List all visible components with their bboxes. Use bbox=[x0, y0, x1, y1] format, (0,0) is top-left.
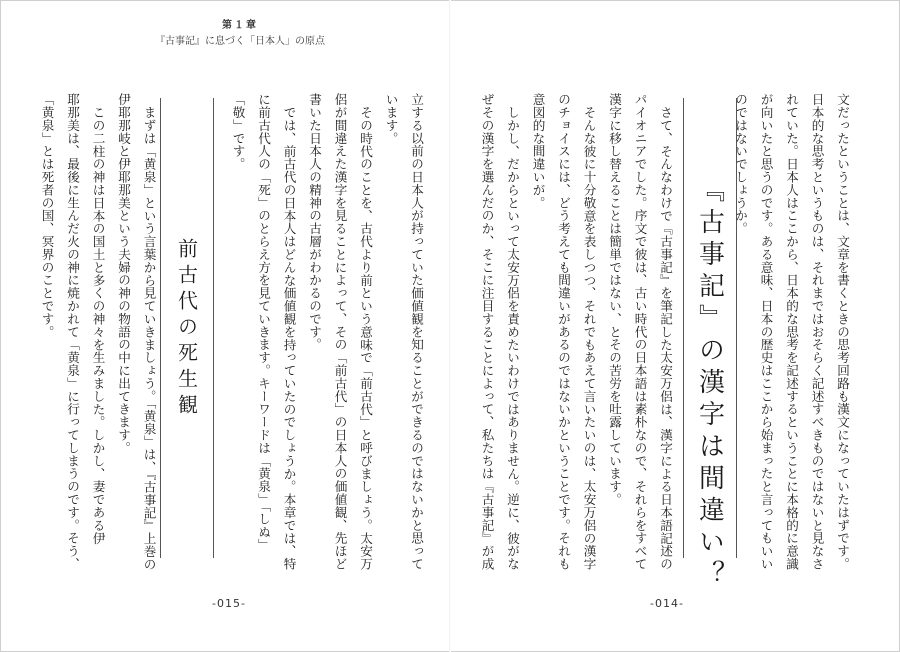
page-014-opening-paragraph bbox=[728, 93, 856, 571]
text-line: が向いたと思うのです。ある意味、日本の歴史はここから始まったと言ってもいい bbox=[758, 93, 774, 571]
text-line: ぜその漢字を選んだのか、そこに注目することによって、私たちは『古事記』が成 bbox=[479, 93, 495, 571]
text-line: 伊耶那岐と伊耶那美という夫婦の神の物語の中に出てきます。 bbox=[116, 93, 131, 455]
text-line: 侶が間違えた漢字を見ることによって、その「前古代」の日本人の価値観、先ほど bbox=[332, 93, 348, 571]
text-line: では、前古代の日本人はどんな価値観を持っていたのでしょうか。本章では、特 bbox=[281, 105, 297, 570]
text-line: 「敬」です。 bbox=[230, 93, 246, 171]
running-head-title: 『古事記』に息づく「日本人」の原点 bbox=[155, 36, 325, 47]
text-line: 「黄泉」とは死者の国、冥界のことです。 bbox=[39, 93, 55, 339]
running-head-chapter: 第１章 bbox=[222, 20, 258, 31]
text-line: さて、そんなわけで『古事記』を筆記した太安万侶は、漢字による日本語記述の bbox=[658, 105, 673, 570]
text-line: れていた。日本人はここから、日本的な思考を記述するということに本格的に意識 bbox=[784, 93, 799, 571]
text-line: のチョイスには、どう考えても間違いがあるのではないかということです。それも bbox=[556, 93, 571, 571]
text-line: しかし、だからといって太安万侶を責めたいわけではありません。逆に、彼がな bbox=[505, 105, 520, 570]
page-number-015: -015- bbox=[212, 597, 246, 610]
section-heading-kanji: 『古事記』の漢字は間違い？ bbox=[683, 98, 737, 558]
text-line: 意図的な間違いが。 bbox=[530, 93, 546, 210]
text-line: その時代のことを、古代より前という意味で「前古代」と呼びましょう。太安万 bbox=[358, 105, 373, 570]
text-line: います。 bbox=[383, 93, 399, 145]
section-heading-shiseikan: 前古代の死生観 bbox=[160, 98, 214, 558]
text-line: 日本的な思考というものは、それまではおそらく記述すべきものではないと見なさ bbox=[809, 93, 825, 571]
text-line: のではないでしょうか。 bbox=[733, 93, 748, 235]
text-line: 書いた日本人の精神の古層がわかるのです。 bbox=[307, 93, 322, 351]
book-spine bbox=[449, 0, 451, 652]
text-line: 耶那美は、最後に生んだ火の神に焼かれて「黄泉」に行ってしまうのです。そう、 bbox=[65, 93, 80, 571]
page-number-014: -014- bbox=[650, 597, 684, 610]
text-line: そんな彼に十分敬意を表しつつ、それでもあえて言いたいのは、太安万侶の漢字 bbox=[581, 105, 597, 570]
text-line: に前古代人の「死」のとらえ方を見ていきます。キーワードは「黄泉」「しぬ」 bbox=[256, 93, 271, 552]
page-015-continuation bbox=[225, 93, 429, 571]
text-line: パイオニアでした。序文で彼は、古い時代の日本語は素朴なので、それらをすべて bbox=[632, 93, 648, 571]
running-head bbox=[130, 18, 350, 50]
text-line: まずは「黄泉」という言葉から見ていきましょう。「黄泉」は、『古事記』上巻の bbox=[141, 105, 157, 571]
text-line: この二柱の神は日本の国土と多くの神々を生みました。しかし、妻である伊 bbox=[90, 105, 106, 545]
page-014-body bbox=[474, 93, 678, 571]
page-015-section-body bbox=[34, 93, 162, 571]
text-line: 立する以前の日本人が持っていた価値観を知ることができるのではないかと思って bbox=[409, 93, 424, 571]
text-line: 文だったということは、文章を書くときの思考回路も漢文になっていたはずです。 bbox=[835, 93, 850, 571]
text-line: 漢字に移し替えることは簡単ではない、とその苦労を吐露しています。 bbox=[607, 93, 622, 506]
